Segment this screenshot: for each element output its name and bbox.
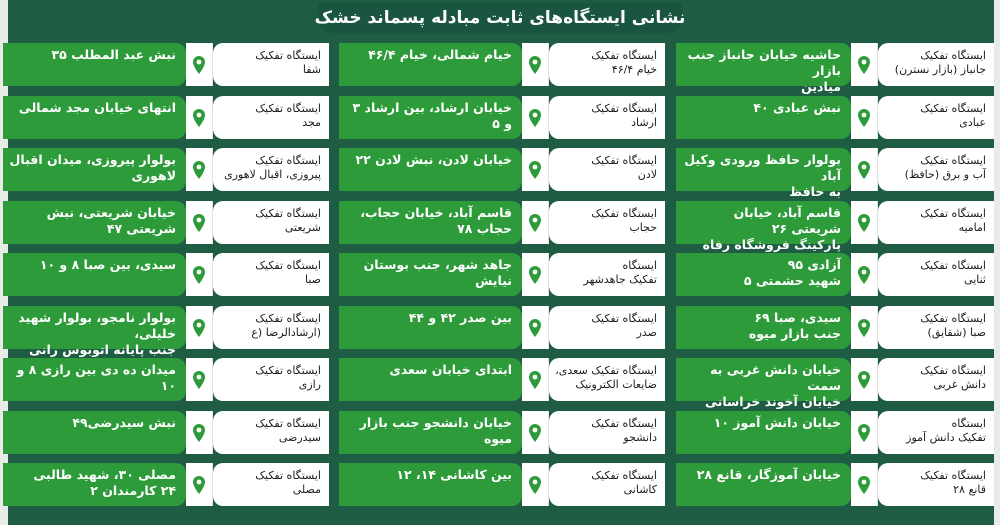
location-pin-icon [186,358,213,401]
station-card [339,201,665,244]
location-pin-icon [522,253,549,296]
station-name [213,358,329,401]
station-name-line: رازی [298,378,321,391]
station-name-line: ایستگاه تفکیک [255,154,321,167]
station-name [549,463,665,506]
station-address: میدان ده دی بین رازی ۸ و ۱۰ [3,358,186,401]
station-name [878,358,994,401]
station-address: سیدی، صبا ۶۹ جنب بازار میوه [676,306,851,349]
station-name-line: ایستگاه تفکیک [255,364,321,377]
station-card [676,43,994,94]
station-name-line: شریعتی [284,221,321,234]
station-name [213,201,329,244]
station-name-line: ایستگاه تفکیک [591,207,657,220]
station-name [549,253,665,296]
station-card [676,358,994,409]
station-name-line: صبا [304,273,321,286]
station-name-line: لادن [637,168,657,181]
station-card [339,96,665,139]
station-name-line: ایستگاه تفکیک [255,259,321,272]
station-name-line: صدر [636,326,657,339]
station-name-line: ایستگاه تفکیک [591,49,657,62]
location-pin-icon [186,463,213,506]
station-name-line: ثنایی [964,273,986,286]
location-pin-icon [851,96,878,139]
location-pin-icon [851,201,878,244]
station-card [3,201,329,244]
station-card [676,463,994,506]
station-name [878,306,994,349]
station-name-line: ایستگاه تفکیک [591,469,657,482]
station-name [878,96,994,139]
station-address: خیابان دانش غربی به سمت خیابان آخوند خراسانی [676,358,851,401]
station-name [549,306,665,349]
station-name [878,411,994,454]
station-name-line: ایستگاه تفکیک [591,102,657,115]
station-address: انتهای خیابان مجد شمالی [3,96,186,139]
station-card [339,306,665,349]
station-card [339,411,665,454]
station-name-line: مصلی [292,483,321,496]
station-name-line: تفکیک دانش آموز [906,431,986,444]
location-pin-icon [186,306,213,349]
station-name-line: ایستگاه تفکیک [920,207,986,220]
station-name-line: سیدرضی [278,431,321,444]
station-address: نبش سیدرضی۴۹ [3,411,186,454]
station-address: ابتدای خیابان سعدی [339,358,522,401]
station-address: قاسم آباد، خیابان حجاب، حجاب ۷۸ [339,201,522,244]
location-pin-icon [186,148,213,191]
location-pin-icon [186,96,213,139]
station-name-line: ایستگاه تفکیک [920,469,986,482]
location-pin-icon [186,253,213,296]
page-title: نشانی ایستگاه‌های ثابت مبادله پسماند خشک [318,3,682,33]
station-card [3,253,329,296]
station-address: حاشیه خیابان جانباز جنب بازار میادین [676,43,851,86]
station-name [213,43,329,86]
location-pin-icon [522,358,549,401]
station-name [213,253,329,296]
station-name [878,253,994,296]
station-name [549,358,665,401]
location-pin-icon [522,411,549,454]
station-name-line: ایستگاه تفکیک [255,207,321,220]
location-pin-icon [851,148,878,191]
station-card [3,43,329,86]
station-card [676,96,994,139]
station-card [3,463,329,506]
station-name [878,201,994,244]
station-card [339,148,665,191]
station-address: بولوار پیروزی، میدان اقبال لاهوری [3,148,186,191]
station-name-line: پیروزی، اقبال لاهوری [224,168,321,181]
station-name-line: (ارشادالرضا (ع [251,326,321,339]
station-name-line: عبادی [959,116,986,129]
station-name-line: دانش غربی [933,378,986,391]
station-card [3,148,329,191]
station-name-line: دانشجو [623,431,657,444]
station-name-line: ایستگاه تفکیک [255,469,321,482]
station-name-line: ایستگاه تفکیک [255,417,321,430]
station-name [878,463,994,506]
station-address: خیابان لادن، نبش لادن ۲۲ [339,148,522,191]
station-card [339,43,665,86]
station-address: قاسم آباد، خیابان شریعتی ۲۶ پارکینگ فروشگاه رفاه [676,201,851,244]
station-name [213,148,329,191]
station-name-line: ایستگاه تفکیک [920,154,986,167]
location-pin-icon [522,148,549,191]
station-name-line: صبا (شقایق) [927,326,986,339]
location-pin-icon [851,253,878,296]
location-pin-icon [186,201,213,244]
station-address: سیدی، بین صبا ۸ و ۱۰ [3,253,186,296]
station-name-line: ایستگاه تفکیک [591,154,657,167]
location-pin-icon [186,43,213,86]
station-address: خیابان ارشاد، بین ارشاد ۳ و ۵ [339,96,522,139]
station-name-line: ایستگاه تفکیک سعدی، [555,364,657,377]
location-pin-icon [851,358,878,401]
station-name [213,96,329,139]
station-name-line: خیام ۴۶/۴ [611,63,657,76]
station-name-line: ایستگاه [951,417,986,430]
station-name-line: شفا [302,63,321,76]
station-address: بین کاشانی ۱۴، ۱۲ [339,463,522,506]
station-card [676,148,994,199]
station-address: آزادی ۹۵ شهید حشمتی ۵ [676,253,851,296]
station-name-line: آب و برق (حافظ) [904,168,986,181]
station-card [339,358,665,401]
location-pin-icon [522,96,549,139]
station-address: مصلی ۳۰، شهید طالبی ۲۴ کارمندان ۲ [3,463,186,506]
station-name [878,43,994,86]
station-card [676,201,994,252]
station-name-line: ضایعات الکترونیک [575,378,657,391]
station-address: خیابان آموزگار، قانع ۲۸ [676,463,851,506]
station-name-line: ارشاد [631,116,657,129]
location-pin-icon [186,411,213,454]
station-address: بولوار حافظ ورودی وکیل آباد به حافظ [676,148,851,191]
station-card [3,358,329,401]
station-name-line: ایستگاه تفکیک [920,364,986,377]
station-name [549,43,665,86]
station-address: خیابان دانش آموز ۱۰ [676,411,851,454]
station-name-line: ایستگاه تفکیک [920,312,986,325]
station-name-line: ایستگاه تفکیک [255,49,321,62]
station-name-line: ایستگاه تفکیک [255,312,321,325]
station-address: خیابان دانشجو جنب بازار میوه [339,411,522,454]
station-name-line: ایستگاه تفکیک [255,102,321,115]
location-pin-icon [522,201,549,244]
location-pin-icon [522,463,549,506]
station-name [549,96,665,139]
station-address: بین صدر ۴۲ و ۴۴ [339,306,522,349]
station-name [549,411,665,454]
station-card [3,96,329,139]
station-address: نبش عبد المطلب ۳۵ [3,43,186,86]
location-pin-icon [851,306,878,349]
station-card [339,463,665,506]
station-card [676,306,994,349]
location-pin-icon [522,43,549,86]
station-name-line: مجد [302,116,321,129]
station-name [549,148,665,191]
station-address: بولوار نامجو، بولوار شهید خلیلی، جنب پایانه اتوبوس رانی [3,306,186,349]
location-pin-icon [851,43,878,86]
station-card [676,253,994,296]
station-name-line: کاشانی [623,483,657,496]
station-card [676,411,994,454]
station-card [3,306,329,357]
station-name-line: حجاب [629,221,657,234]
station-name [213,411,329,454]
station-card [3,411,329,454]
station-name-line: امامیه [958,221,986,234]
station-name-line: قانع ۲۸ [953,483,986,496]
location-pin-icon [851,411,878,454]
station-name-line: ایستگاه تفکیک [591,417,657,430]
station-name-line: تفکیک جاهدشهر [583,273,657,286]
station-address: خیابان شریعتی، نبش شریعتی ۴۷ [3,201,186,244]
station-name [213,306,329,349]
station-address: نبش عبادی ۴۰ [676,96,851,139]
station-name [878,148,994,191]
station-name [213,463,329,506]
station-name-line: ایستگاه [622,259,657,272]
station-name-line: ایستگاه تفکیک [920,259,986,272]
station-name-line: ایستگاه تفکیک [920,102,986,115]
station-name [549,201,665,244]
station-address: خیام شمالی، خیام ۴۶/۴ [339,43,522,86]
station-name-line: ایستگاه تفکیک [591,312,657,325]
station-name-line: جانباز (بازار نسترن) [894,63,986,76]
location-pin-icon [522,306,549,349]
station-address: جاهد شهر، جنب بوستان نیایش [339,253,522,296]
station-card [339,253,665,296]
station-name-line: ایستگاه تفکیک [920,49,986,62]
location-pin-icon [851,463,878,506]
